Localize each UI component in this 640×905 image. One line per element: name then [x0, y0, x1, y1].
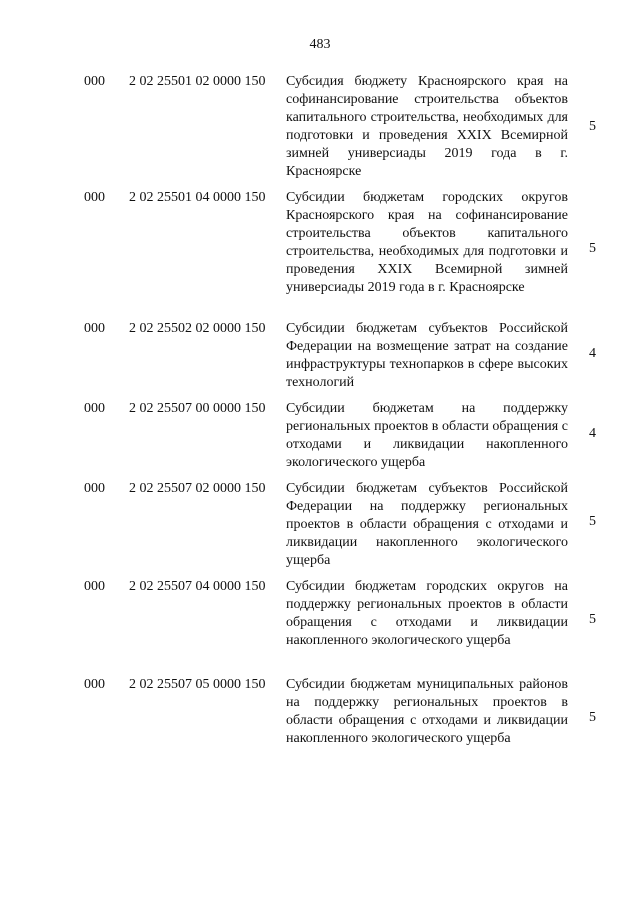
- admin-code: 000: [84, 481, 105, 496]
- budget-classification-code: 2 02 25507 00 0000 150: [129, 401, 266, 416]
- row-value: 5: [589, 241, 596, 256]
- row-description: Субсидии бюджетам муниципальных районов на поддержку региональных проектов в области обращения с отходами и ликвидации накопленного экологического ущерба: [286, 677, 568, 746]
- budget-classification-code: 2 02 25507 02 0000 150: [129, 481, 266, 496]
- budget-classification-code: 2 02 25507 05 0000 150: [129, 677, 266, 692]
- admin-code: 000: [84, 401, 105, 416]
- row-description: Субсидии бюджетам субъектов Российской Федерации на возмещение затрат на создание инфраструктуры технопарков в сфере высоких технологий: [286, 321, 568, 390]
- admin-code: 000: [84, 74, 105, 89]
- row-value: 5: [589, 710, 596, 725]
- row-description: Субсидия бюджету Красноярского края на софинансирование строительства объектов капитального строительства, необходимых для подготовки и проведения XXIX Всемирной зимней универсиады 2019 года в г. Красноярске: [286, 74, 568, 179]
- row-value: 4: [589, 346, 596, 361]
- row-value: 5: [589, 119, 596, 134]
- row-value: 5: [589, 514, 596, 529]
- page-number: 483: [309, 37, 331, 52]
- budget-classification-code: 2 02 25501 02 0000 150: [129, 74, 266, 89]
- admin-code: 000: [84, 579, 105, 594]
- budget-classification-code: 2 02 25501 04 0000 150: [129, 190, 266, 205]
- admin-code: 000: [84, 321, 105, 336]
- budget-classification-code: 2 02 25502 02 0000 150: [129, 321, 266, 336]
- admin-code: 000: [84, 190, 105, 205]
- budget-classification-code: 2 02 25507 04 0000 150: [129, 579, 266, 594]
- admin-code: 000: [84, 677, 105, 692]
- row-value: 4: [589, 426, 596, 441]
- row-description: Субсидии бюджетам на поддержку региональных проектов в области обращения с отходами и ликвидации накопленного экологического ущерба: [286, 401, 568, 470]
- row-description: Субсидии бюджетам городских округов на поддержку региональных проектов в области обращения с отходами и ликвидации накопленного экологического ущерба: [286, 579, 568, 648]
- row-value: 5: [589, 612, 596, 627]
- row-description: Субсидии бюджетам городских округов Красноярского края на софинансирование строительства объектов капитального строительства, необходимых для подготовки и проведения XXIX Всемирной зимней универсиады 2019 года в г. Красноярске: [286, 190, 568, 295]
- row-description: Субсидии бюджетам субъектов Российской Федерации на поддержку региональных проектов в области обращения с отходами и ликвидации накопленного экологического ущерба: [286, 481, 568, 568]
